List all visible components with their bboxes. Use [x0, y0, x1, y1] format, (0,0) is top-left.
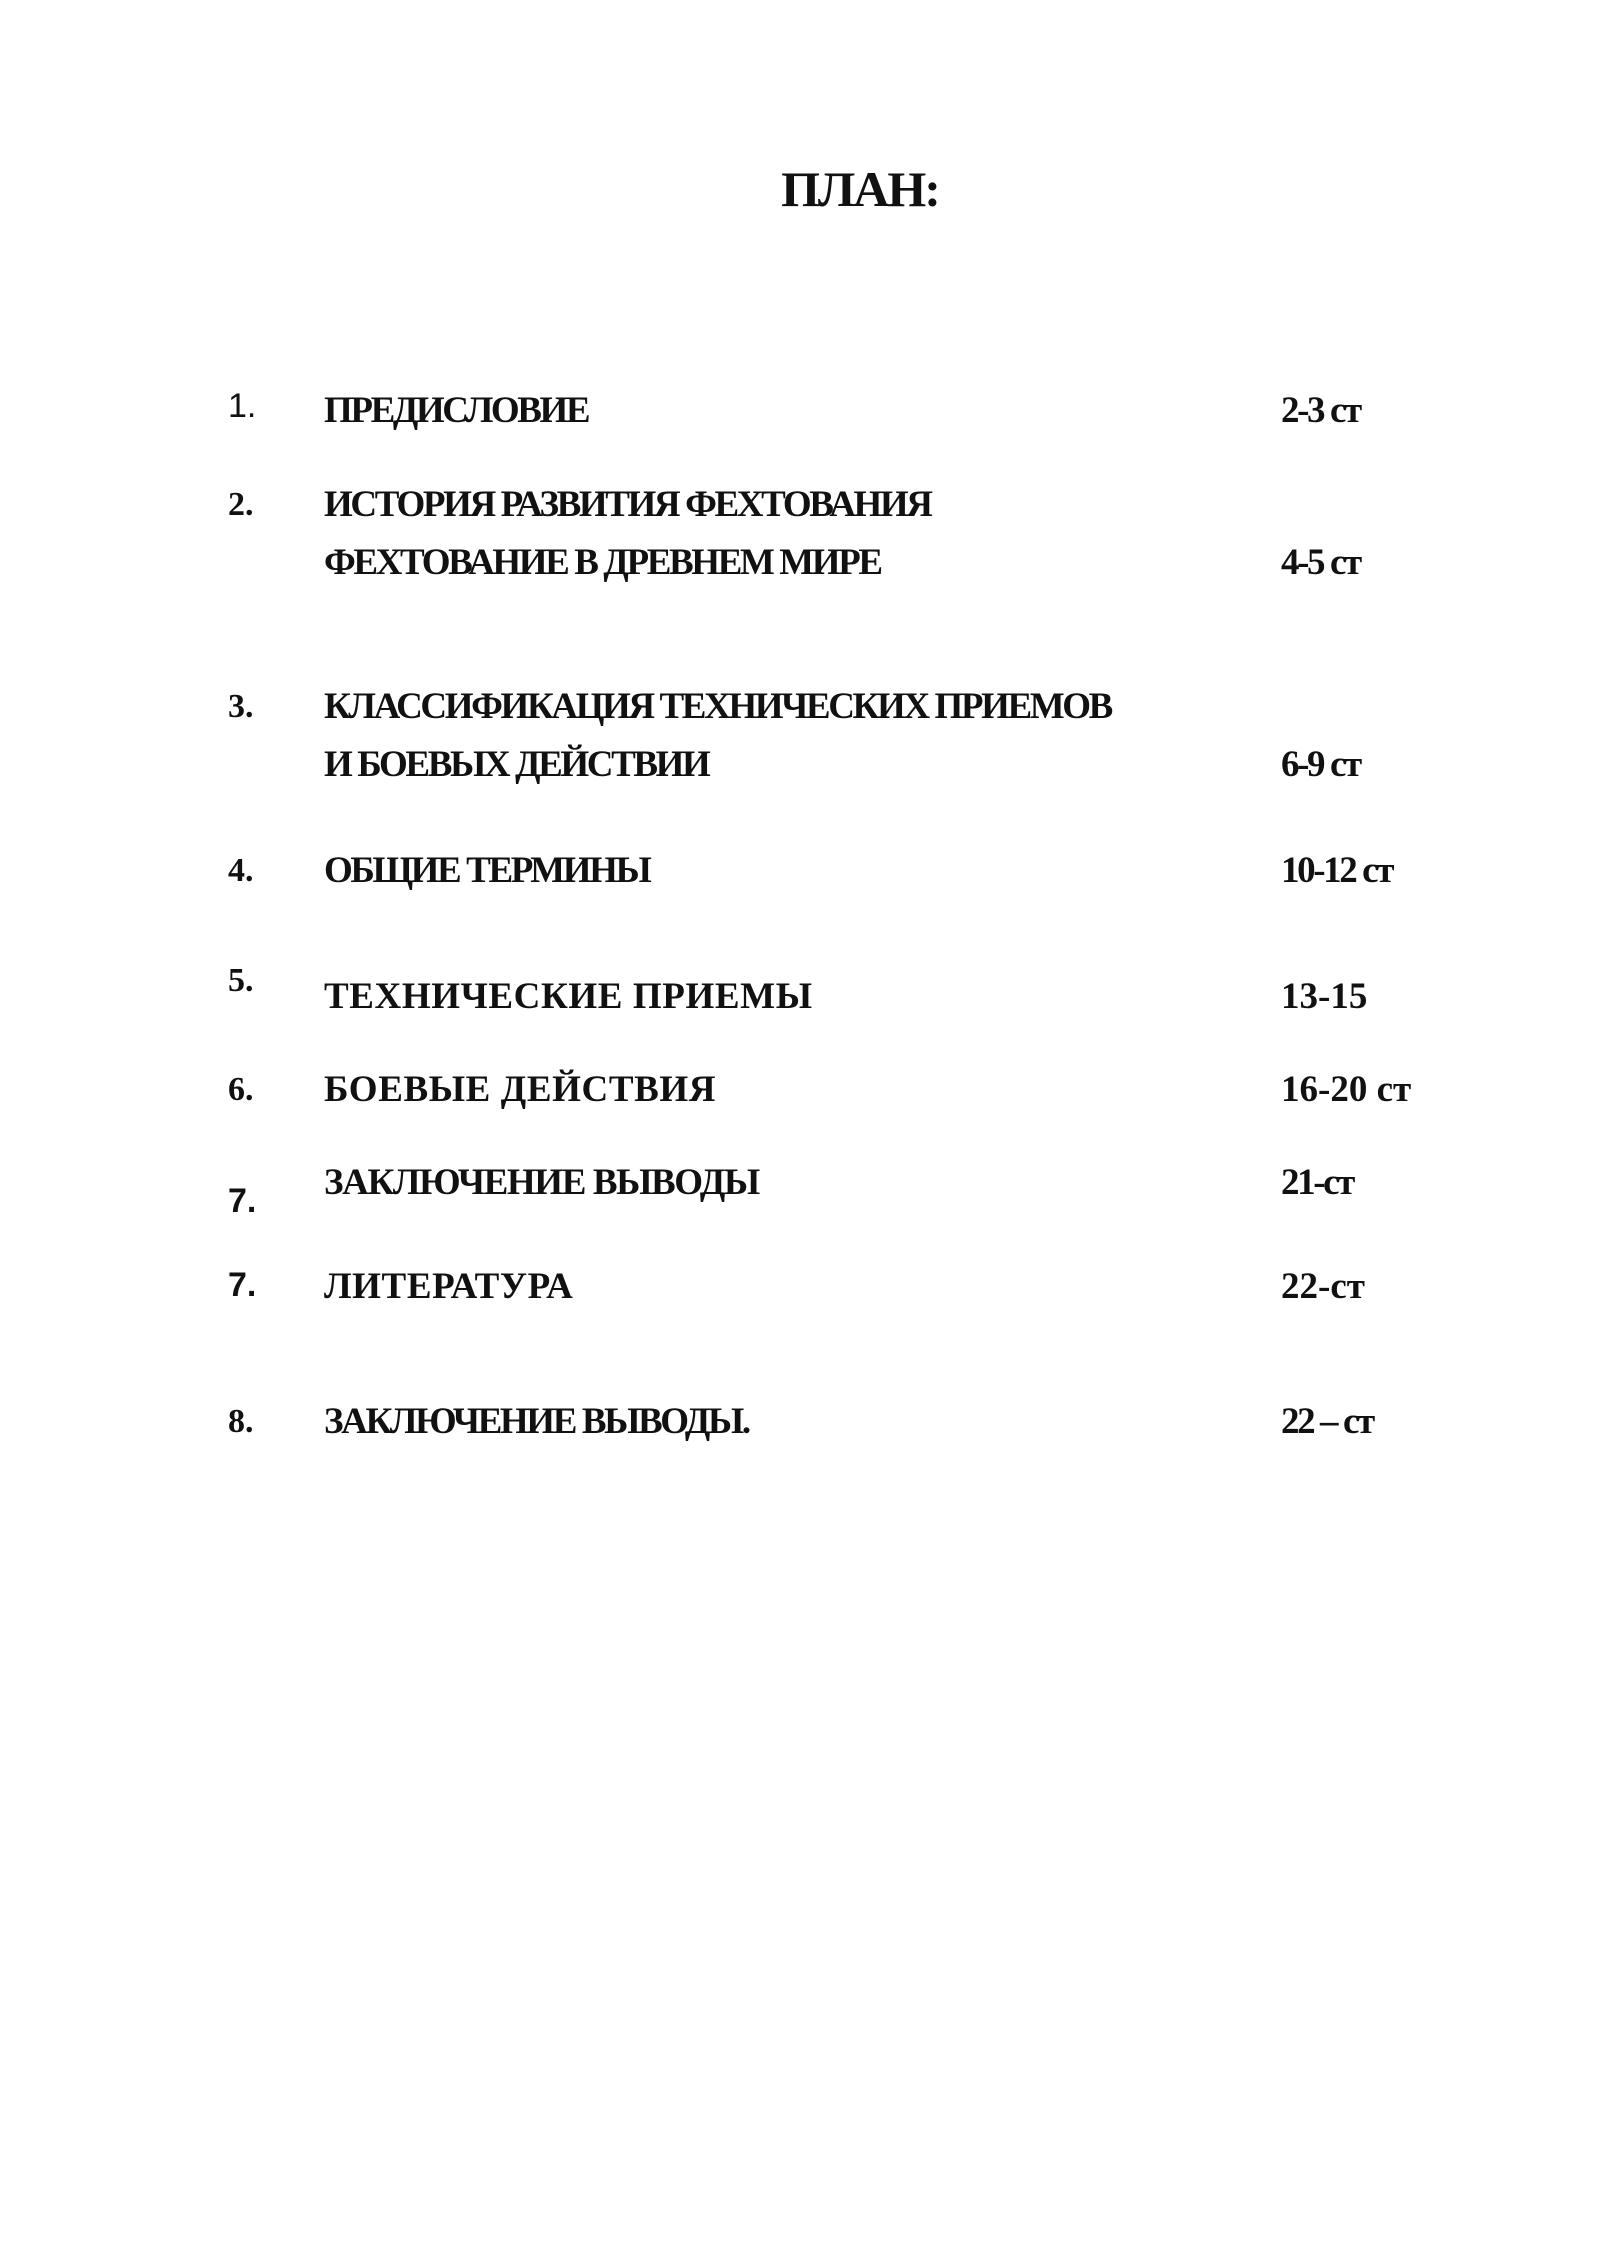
entry-number: 6. [228, 1071, 254, 1108]
page-title: ПЛАН: [781, 161, 939, 217]
entry-title-line: КЛАССИФИКАЦИЯ ТЕХНИЧЕСКИХ ПРИЕМОВ [324, 686, 1111, 727]
toc-entry-1 [0, 388, 1600, 468]
entry-number: 3. [228, 688, 254, 725]
toc-entry-3 [0, 686, 1600, 785]
toc-entry-5 [0, 962, 1600, 1042]
entry-title [324, 1403, 749, 1440]
entry-title-line: БОЕВЫЕ ДЕЙСТВИЯ [324, 1069, 717, 1110]
toc-entry-2 [0, 484, 1600, 583]
entry-pages: 4-5 ст [1281, 542, 1360, 583]
toc-entry-7 [0, 1164, 1600, 1244]
entry-title-line: И БОЕВЫХ ДЕЙСТВИИ [324, 744, 709, 785]
entry-number: 5. [228, 962, 254, 999]
entry-pages: 21-ст [1281, 1162, 1353, 1203]
toc-entry-4 [0, 852, 1600, 932]
entry-number: 7. [228, 1266, 257, 1304]
entry-title [324, 688, 1111, 783]
toc-entry-6 [0, 1071, 1600, 1151]
entry-pages: 16-20 ст [1281, 1069, 1412, 1110]
entry-pages: 10-12 ст [1281, 850, 1392, 891]
entry-pages: 2-3 ст [1281, 390, 1360, 431]
entry-title-line: ЗАКЛЮЧЕНИЕ ВЫВОДЫ. [324, 1401, 749, 1442]
entry-title-line: ТЕХНИЧЕСКИЕ ПРИЕМЫ [324, 976, 813, 1017]
toc-entry-7b [0, 1268, 1600, 1348]
entry-title [324, 1164, 759, 1201]
entry-pages: 22 – ст [1281, 1401, 1373, 1442]
entry-number: 2. [228, 486, 254, 523]
entry-title-line: ЛИТЕРАТУРА [324, 1266, 574, 1307]
entry-number: 4. [228, 852, 254, 889]
entry-pages: 6-9 ст [1281, 744, 1360, 785]
entry-title-line: ПРЕДИСЛОВИЕ [324, 390, 589, 431]
entry-title [324, 978, 813, 1015]
entry-title [324, 1268, 573, 1305]
entry-title-line: ЗАКЛЮЧЕНИЕ ВЫВОДЫ [324, 1162, 759, 1203]
entry-number: 7. [228, 1182, 257, 1220]
entry-title [324, 1071, 716, 1108]
entry-title [324, 486, 931, 581]
entry-title [324, 392, 588, 429]
entry-title [324, 852, 649, 889]
entry-pages: 13-15 [1281, 976, 1368, 1017]
entry-title-line: ИСТОРИЯ РАЗВИТИЯ ФЕХТОВАНИЯ [324, 484, 931, 525]
entry-title-line: ФЕХТОВАНИЕ В ДРЕВНЕМ МИРЕ [324, 542, 881, 583]
entry-title-line: ОБЩИЕ ТЕРМИНЫ [324, 850, 650, 891]
entry-pages: 22-ст [1281, 1266, 1365, 1307]
entry-number: 1. [228, 387, 257, 425]
toc-entry-8 [0, 1403, 1600, 1483]
entry-number: 8. [228, 1403, 254, 1440]
